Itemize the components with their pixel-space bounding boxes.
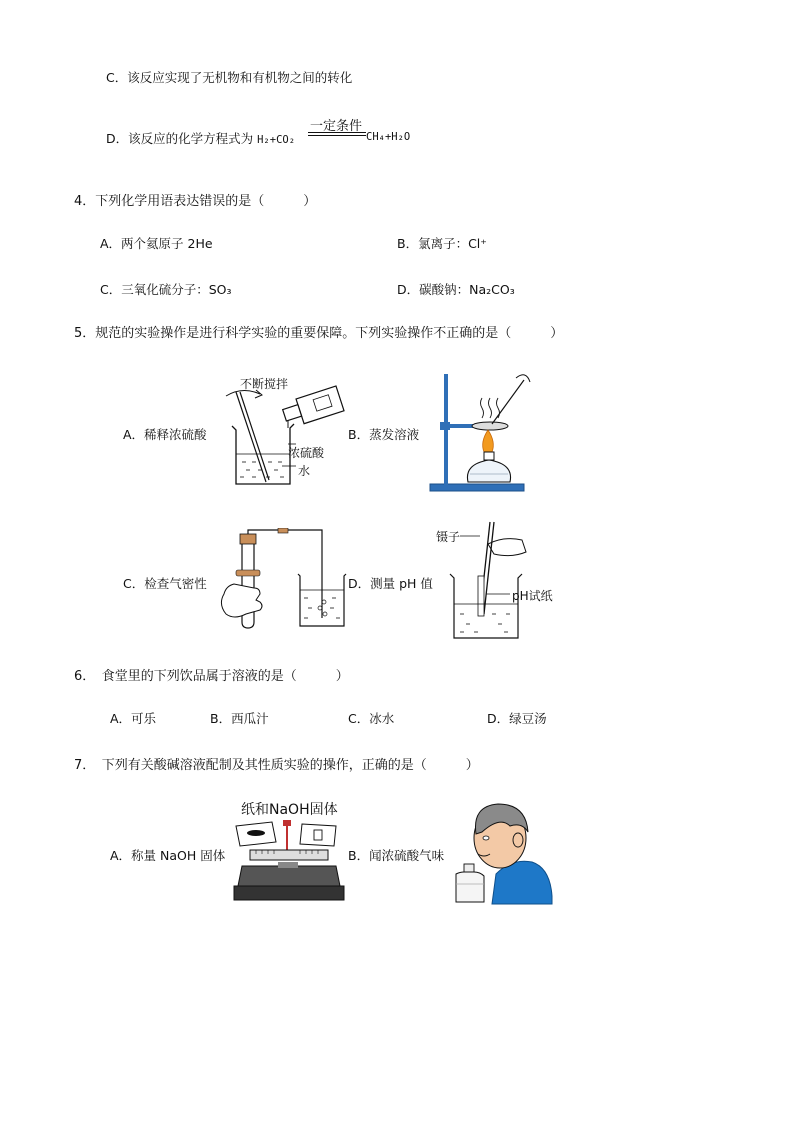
q5-option-b: B．蒸发溶液 <box>348 427 420 442</box>
evaporation-figure <box>428 370 538 494</box>
q4-option-d: D．碳酸钠：Na₂CO₃ <box>397 282 515 297</box>
q3-equation-arrow-bottom <box>308 135 366 136</box>
q7-option-b: B．闻浓硫酸气味 <box>348 848 445 863</box>
hand <box>488 539 526 556</box>
evaporating-dish <box>472 422 508 430</box>
q6-stem: 6． 食堂里的下列饮品属于溶液的是（ ） <box>74 669 349 684</box>
q3-equation-right: CH₄+H₂O <box>366 131 411 143</box>
flame <box>483 430 494 452</box>
acid-bottle <box>456 872 484 902</box>
hand <box>221 584 262 617</box>
label-paper-naoh: 纸和NaOH固体 <box>241 802 338 818</box>
q4-option-a: A．两个氦原子 2He <box>100 236 213 251</box>
label-ph-paper: pH试纸 <box>512 589 553 603</box>
airtightness-figure <box>212 528 352 632</box>
acid-bottle <box>281 386 344 429</box>
q3-equation-condition: 一定条件 <box>310 119 363 134</box>
q4-option-c: C．三氧化硫分子：SO₃ <box>100 282 232 297</box>
q3-equation-arrow-top <box>308 132 366 133</box>
q4-option-b: B．氯离子：Cl⁺ <box>397 236 487 251</box>
q5-stem: 5．规范的实验操作是进行科学实验的重要保障。下列实验操作不正确的是（ ） <box>74 326 564 341</box>
q6-option-a: A．可乐 <box>110 711 157 726</box>
beaker <box>450 574 522 638</box>
label-stir: 不断搅拌 <box>240 377 289 391</box>
q6-option-b: B．西瓜汁 <box>210 711 269 726</box>
q3-option-c: C．该反应实现了无机物和有机物之间的转化 <box>106 70 353 85</box>
alcohol-lamp <box>467 460 510 482</box>
q5-option-d: D．测量 pH 值 <box>348 576 433 591</box>
q3-equation-left: H₂+CO₂ <box>257 134 296 146</box>
bottle-neck <box>464 864 474 872</box>
q7-option-a: A．称量 NaOH 固体 <box>110 848 226 863</box>
balance-body <box>238 866 340 886</box>
label-water: 水 <box>298 464 311 478</box>
stirring-rod <box>236 392 266 482</box>
q5-option-a: A．稀释浓硫酸 <box>123 427 207 442</box>
q6-option-c: C．冰水 <box>348 711 395 726</box>
q7-stem: 7． 下列有关酸碱溶液配制及其性质实验的操作，正确的是（ ） <box>74 758 479 773</box>
q4-stem: 4．下列化学用语表达错误的是（ ） <box>74 194 317 209</box>
balance-figure <box>230 818 348 906</box>
label-tweezers: 镊子 <box>436 530 461 544</box>
q3-option-d <box>106 129 295 147</box>
q3-option-d-prefix: D．该反应的化学方程式为 <box>106 131 258 146</box>
q5-option-c: C．检查气密性 <box>123 576 207 591</box>
ph-paper <box>478 576 484 616</box>
q6-option-d: D．绿豆汤 <box>487 711 547 726</box>
smelling-figure <box>452 796 556 906</box>
label-conc-acid: 浓硫酸 <box>288 446 325 460</box>
weight <box>314 830 322 840</box>
